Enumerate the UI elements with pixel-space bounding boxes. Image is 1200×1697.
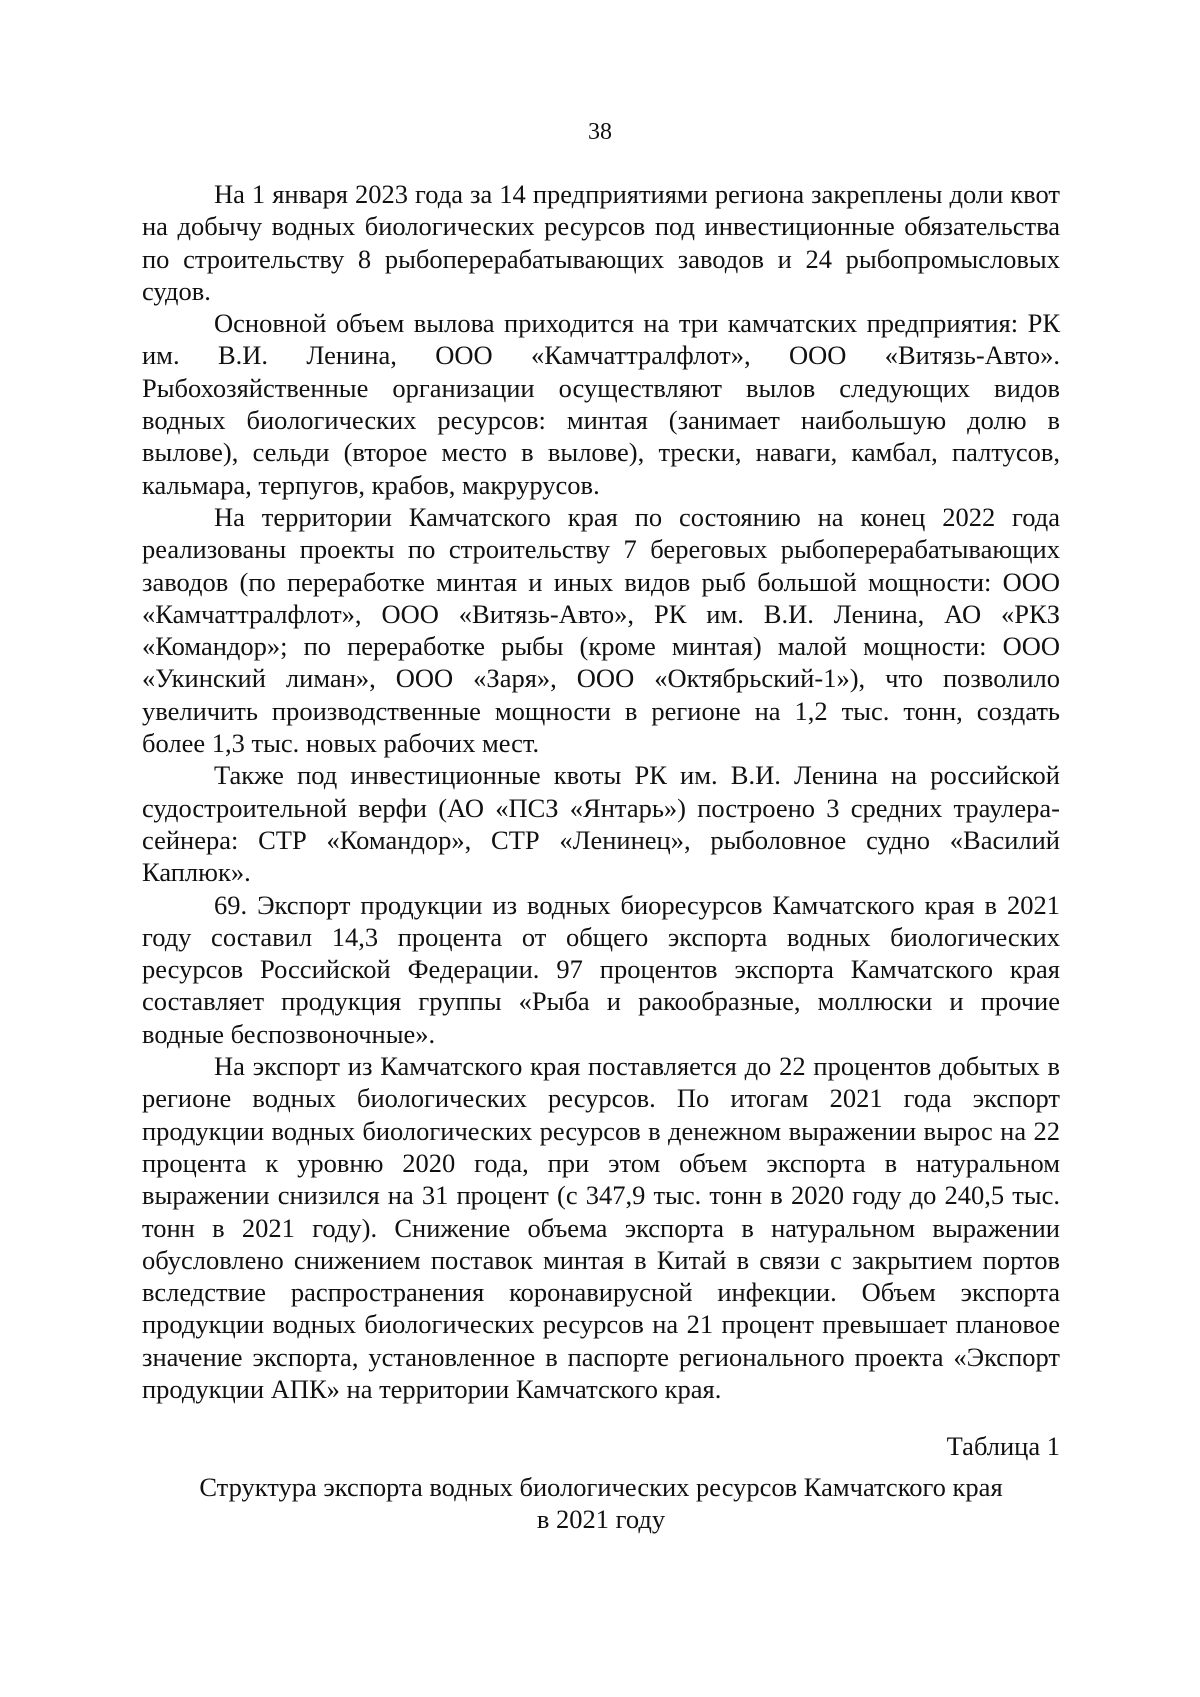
page-number: 38: [588, 119, 612, 145]
paragraph-trawlers: Также под инвестиционные квоты РК им. В.И. Ленина на российской судостроительной верфи (АО «ПСЗ «Янтарь») построено 3 средних траулера-сейнера: СТР «Командор», СТР «Ленинец», рыболовное судно «Василий Каплюк».: [142, 760, 1060, 888]
paragraph-catch-volume: Основной объем вылова приходится на три камчатских предприятия: РК им. В.И. Ленина, ООО «Камчаттралфлот», ООО «Витязь-Авто». Рыбохозяйственные организации осуществляют вылов следующих видов водных биологических ресурсов: минтая (занимает наибольшую долю в вылове), сельди (второе место в вылове), трески, наваги, камбал, палтусов, кальмара, терпугов, крабов, макрурусов.: [142, 308, 1060, 500]
paragraph-export-dynamics: На экспорт из Камчатского края поставляется до 22 процентов добытых в регионе водных биологических ресурсов. По итогам 2021 года экспорт продукции водных биологических ресурсов в денежном выражении вырос на 22 процента к уровню 2020 года, при этом объем экспорта в натуральном выражении снизился на 31 процент (с 347,9 тыс. тонн в 2020 году до 240,5 тыс. тонн в 2021 году). Снижение объема экспорта в натуральном выражении обусловлено снижением поставок минтая в Китай в связи с закрытием портов вследствие распространения коронавирусной инфекции. Объем экспорта продукции водных биологических ресурсов на 21 процент превышает плановое значение экспорта, установленное в паспорте регионального проекта «Экспорт продукции АПК» на территории Камчатского края.: [142, 1051, 1060, 1404]
table-title-line-1: Структура экспорта водных биологических ресурсов Камчатского края: [199, 1472, 1003, 1502]
table-title-line-2: в 2021 году: [536, 1504, 666, 1535]
paragraph-processing-plants: На территории Камчатского края по состоянию на конец 2022 года реализованы проекты по строительству 7 береговых рыбоперерабатывающих заводов (по переработке минтая и иных видов рыб большой мощности: ООО «Камчаттралфлот», ООО «Витязь-Авто», РК им. В.И. Ленина, АО «РКЗ «Командор»; по переработке рыбы (кроме минтая) малой мощности: ООО «Укинский лиман», ООО «Заря», ООО «Октябрьский-1»), что позволило увеличить производственные мощности в регионе на 1,2 тыс. тонн, создать более 1,3 тыс. новых рабочих мест.: [142, 501, 1060, 759]
paragraph-export-share: 69. Экспорт продукции из водных биоресурсов Камчатского края в 2021 году составил 14,3 процента от общего экспорта водных биологических ресурсов Российской Федерации. 97 процентов экспорта Камчатского края составляет продукция группы «Рыба и ракообразные, моллюски и прочие водные беспозвоночные».: [142, 889, 1060, 1049]
table-title: [142, 1471, 1060, 1536]
body-text: [142, 178, 1060, 1405]
paragraph-quotas: На 1 января 2023 года за 14 предприятиями региона закреплены доли квот на добычу водных биологических ресурсов под инвестиционные обязательства по строительству 8 рыбоперерабатывающих заводов и 24 рыбопромысловых судов.: [142, 179, 1060, 306]
table-label: Таблица 1: [946, 1431, 1060, 1461]
